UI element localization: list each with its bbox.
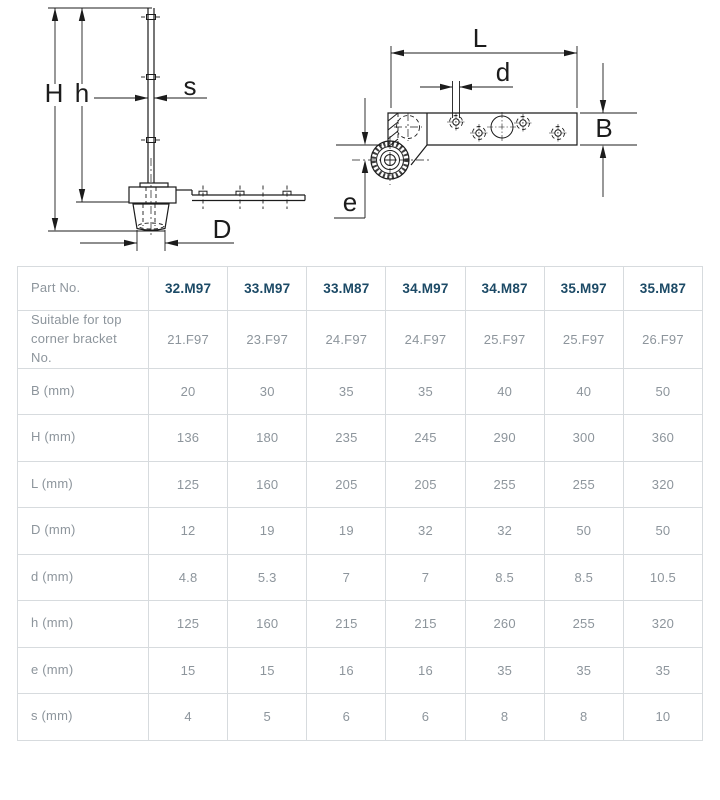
spec-value-cell: 50	[623, 508, 702, 555]
part-number-cell: 35.M87	[623, 267, 702, 311]
part-number-cell: 33.M97	[228, 267, 307, 311]
spec-value-cell: 35	[544, 647, 623, 694]
spec-value-cell: 6	[307, 694, 386, 741]
spec-value-cell: 26.F97	[623, 311, 702, 369]
spec-value-cell: 19	[307, 508, 386, 555]
spec-value-cell: 360	[623, 415, 702, 462]
front-view-drawing	[45, 8, 305, 251]
spec-value-cell: 255	[544, 461, 623, 508]
dim-label-L: L	[472, 23, 488, 53]
spec-value-cell: 300	[544, 415, 623, 462]
spec-value-cell: 8	[465, 694, 544, 741]
dim-label-B: B	[595, 113, 613, 143]
strap-edge-hole-marks	[199, 186, 291, 210]
spec-value-cell: 21.F97	[149, 311, 228, 369]
spec-value-cell: 35	[623, 647, 702, 694]
spec-value-cell: 290	[465, 415, 544, 462]
dim-label-H: H	[44, 78, 64, 108]
spec-value-cell: 215	[307, 601, 386, 648]
dim-label-D: D	[212, 214, 232, 244]
part-number-cell: 34.M87	[465, 267, 544, 311]
spec-value-cell: 255	[544, 601, 623, 648]
spec-value-cell: 160	[228, 601, 307, 648]
spec-row-label: H (mm)	[18, 415, 149, 462]
technical-drawing	[0, 0, 720, 260]
spec-value-cell: 40	[465, 368, 544, 415]
spec-row-label: d (mm)	[18, 554, 149, 601]
top-view-drawing	[334, 23, 637, 218]
spec-value-cell: 320	[623, 601, 702, 648]
spec-value-cell: 25.F97	[544, 311, 623, 369]
spec-row	[18, 694, 703, 741]
spec-value-cell: 12	[149, 508, 228, 555]
spec-value-cell: 320	[623, 461, 702, 508]
spec-value-cell: 136	[149, 415, 228, 462]
band-holes	[447, 112, 567, 142]
spec-table-body	[18, 267, 703, 741]
spec-row	[18, 554, 703, 601]
spec-value-cell: 35	[386, 368, 465, 415]
spec-value-cell: 215	[386, 601, 465, 648]
spec-value-cell: 5	[228, 694, 307, 741]
spec-value-cell: 180	[228, 415, 307, 462]
spec-value-cell: 15	[228, 647, 307, 694]
spec-value-cell: 40	[544, 368, 623, 415]
dim-label-e: e	[342, 187, 358, 217]
spec-value-cell: 24.F97	[386, 311, 465, 369]
spec-row-label: Suitable for top corner bracket No.	[18, 311, 149, 369]
spec-row-label: h (mm)	[18, 601, 149, 648]
spec-row	[18, 415, 703, 462]
spec-value-cell: 6	[386, 694, 465, 741]
spec-value-cell: 125	[149, 461, 228, 508]
spec-value-cell: 25.F97	[465, 311, 544, 369]
spec-value-cell: 10.5	[623, 554, 702, 601]
spec-value-cell: 260	[465, 601, 544, 648]
spec-row-label: L (mm)	[18, 461, 149, 508]
spec-value-cell: 15	[149, 647, 228, 694]
spec-value-cell: 32	[465, 508, 544, 555]
spec-value-cell: 125	[149, 601, 228, 648]
part-number-cell: 35.M97	[544, 267, 623, 311]
part-no-header-label: Part No.	[18, 267, 149, 311]
spec-value-cell: 205	[386, 461, 465, 508]
spec-row-label: e (mm)	[18, 647, 149, 694]
spec-value-cell: 7	[307, 554, 386, 601]
spec-value-cell: 24.F97	[307, 311, 386, 369]
spec-value-cell: 23.F97	[228, 311, 307, 369]
spec-value-cell: 30	[228, 368, 307, 415]
spec-row	[18, 461, 703, 508]
spec-value-cell: 8.5	[465, 554, 544, 601]
spec-value-cell: 245	[386, 415, 465, 462]
spec-value-cell: 35	[307, 368, 386, 415]
spec-row-label: D (mm)	[18, 508, 149, 555]
part-no-header-row	[18, 267, 703, 311]
spec-row	[18, 368, 703, 415]
strap-hole-marks	[141, 15, 161, 143]
spec-value-cell: 16	[386, 647, 465, 694]
spec-row-label: s (mm)	[18, 694, 149, 741]
part-number-cell: 34.M97	[386, 267, 465, 311]
spec-row	[18, 601, 703, 648]
part-number-cell: 33.M87	[307, 267, 386, 311]
dim-label-s: s	[183, 71, 197, 101]
spec-value-cell: 4.8	[149, 554, 228, 601]
spec-value-cell: 50	[623, 368, 702, 415]
spec-value-cell: 7	[386, 554, 465, 601]
dim-label-h: h	[74, 78, 90, 108]
spec-row	[18, 508, 703, 555]
spec-value-cell: 10	[623, 694, 702, 741]
spec-value-cell: 255	[465, 461, 544, 508]
spec-value-cell: 20	[149, 368, 228, 415]
spec-value-cell: 235	[307, 415, 386, 462]
spec-value-cell: 19	[228, 508, 307, 555]
spec-value-cell: 35	[465, 647, 544, 694]
spec-value-cell: 8	[544, 694, 623, 741]
spec-value-cell: 4	[149, 694, 228, 741]
spec-value-cell: 205	[307, 461, 386, 508]
spec-value-cell: 8.5	[544, 554, 623, 601]
dim-label-d: d	[495, 57, 511, 87]
spec-table	[17, 266, 703, 741]
spec-row-label: B (mm)	[18, 368, 149, 415]
spec-row	[18, 311, 703, 369]
part-number-cell: 32.M97	[149, 267, 228, 311]
spec-value-cell: 50	[544, 508, 623, 555]
spec-value-cell: 5.3	[228, 554, 307, 601]
spec-value-cell: 16	[307, 647, 386, 694]
spec-value-cell: 160	[228, 461, 307, 508]
spec-value-cell: 32	[386, 508, 465, 555]
spec-row	[18, 647, 703, 694]
